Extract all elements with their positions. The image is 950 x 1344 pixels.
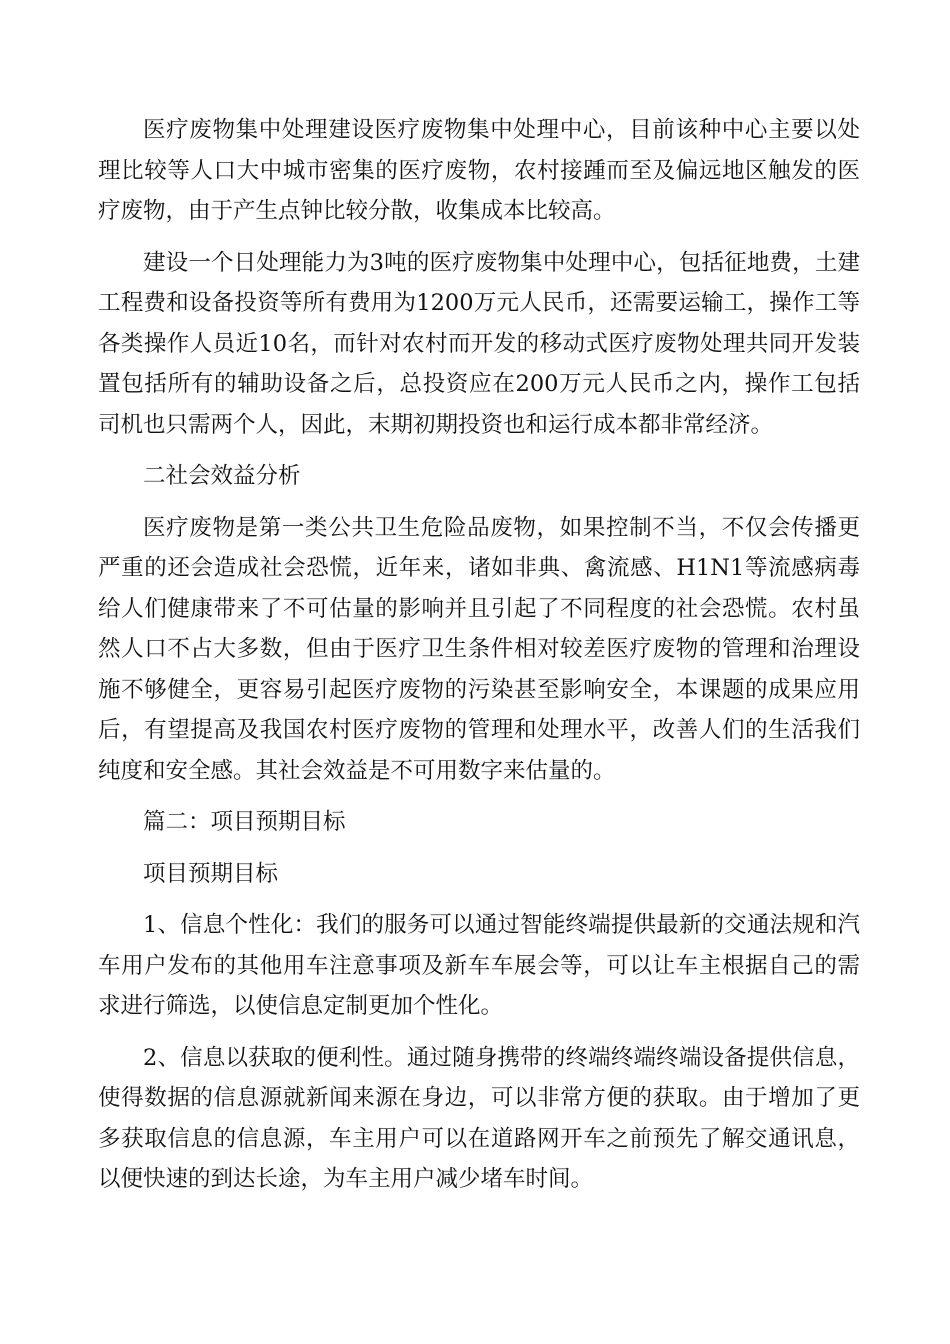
paragraph-goal-convenience: 2、信息以获取的便利性。通过随身携带的终端终端终端设备提供信息，使得数据的信息源就新闻来源在身边，可以非常方便的获取。由于增加了更多获取信息的信息源，车主用户可以在道路网开车之前预先了解交通讯息，以便快速的到达长途，为车主用户减少堵车时间。 [98, 1044, 860, 1192]
section-heading-social-benefit: 二社会效益分析 [143, 463, 301, 489]
paragraph-social-benefit: 医疗废物是第一类公共卫生危险品废物，如果控制不当，不仅会传播更严重的还会造成社会恐慌，近年来，诸如非典、禽流感、H1N1等流感病毒给人们健康带来了不可估量的影响并且引起了不同程度的社会恐慌。农村虽然人口不占大多数，但由于医疗卫生条件相对较差医疗废物的管理和治理设施不够健全，更容易引起医疗废物的污染甚至影响安全，本课题的成果应用后，有望提高及我国农村医疗废物的管理和处理水平，改善人们的生活我们纯度和安全感。其社会效益是不可用数字来估量的。 [98, 514, 860, 784]
paragraph-investment-cost: 建设一个日处理能力为3吨的医疗废物集中处理中心，包括征地费，土建工程费和设备投资等所有费用为1200万元人民币，还需要运输工，操作工等各类操作人员近10名，而针对农村而开发的移动式医疗废物处理共同开发装置包括所有的辅助设备之后，总投资应在200万元人民币之内，操作工包括司机也只需两个人，因此，末期初期投资也和运行成本都非常经济。 [98, 249, 860, 438]
section-heading-part-two: 篇二：项目预期目标 [143, 809, 346, 835]
section-heading-expected-goals: 项目预期目标 [143, 860, 279, 887]
paragraph-disposal-center: 医疗废物集中处理建设医疗废物集中处理中心，目前该种中心主要以处理比较等人口大中城市密集的医疗废物，农村接踵而至及偏远地区触发的医疗废物，由于产生点钟比较分散，收集成本比较高。 [98, 117, 860, 224]
document-body [98, 110, 860, 1211]
paragraph-goal-personalization: 1、信息个性化：我们的服务可以通过智能终端提供最新的交通法规和汽车用户发布的其他用车注意事项及新车车展会等，可以让车主根据自己的需求进行筛选，以使信息定制更加个性化。 [98, 912, 860, 1019]
